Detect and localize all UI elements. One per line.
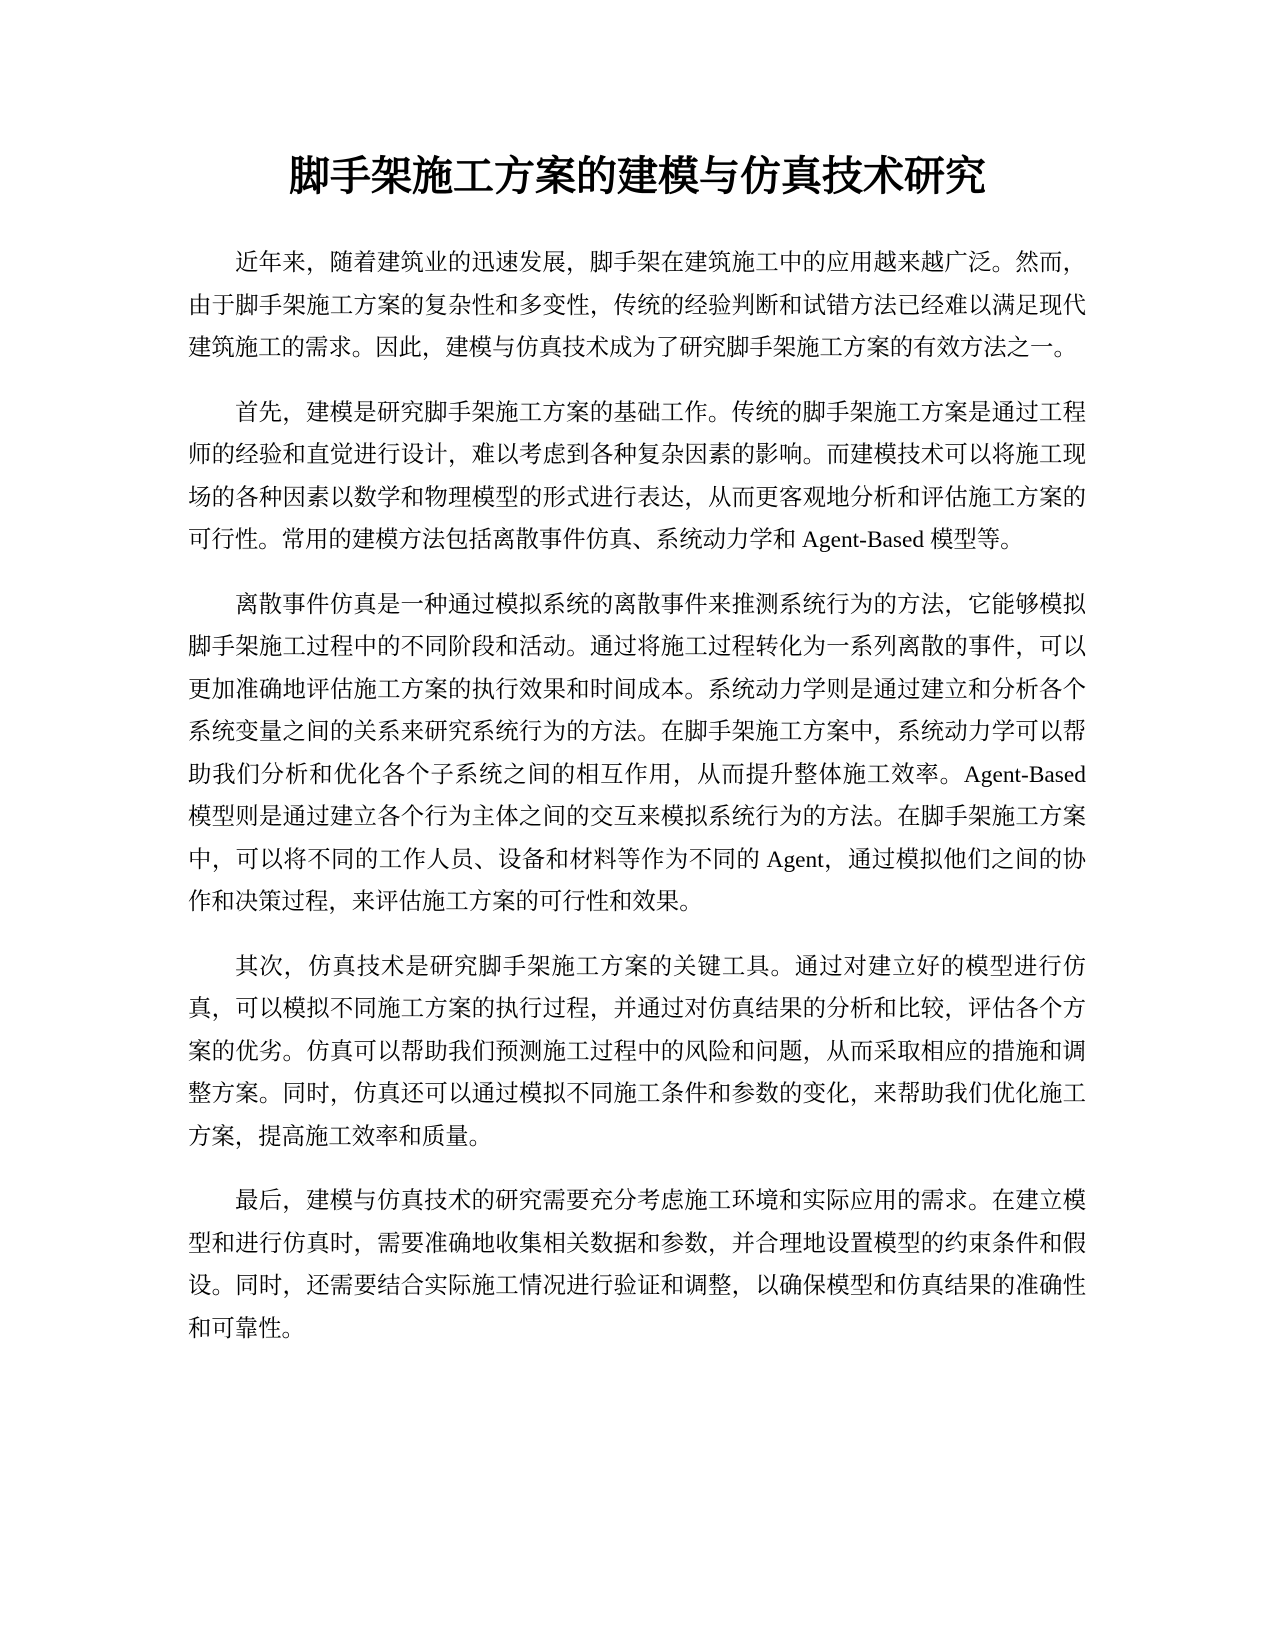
document-title: 脚手架施工方案的建模与仿真技术研究	[289, 152, 986, 200]
paragraph-5: 最后，建模与仿真技术的研究需要充分考虑施工环境和实际应用的需求。在建立模型和进行仿真时，需要准确地收集相关数据和参数，并合理地设置模型的约束条件和假设。同时，还需要结合实际施工情况进行验证和调整，以确保模型和仿真结果的准确性和可靠性。	[188, 1188, 1086, 1342]
paragraph-4: 其次，仿真技术是研究脚手架施工方案的关键工具。通过对建立好的模型进行仿真，可以模拟不同施工方案的执行过程，并通过对仿真结果的分析和比较，评估各个方案的优劣。仿真可以帮助我们预测施工过程中的风险和问题，从而采取相应的措施和调整方案。同时，仿真还可以通过模拟不同施工条件和参数的变化，来帮助我们优化施工方案，提高施工效率和质量。	[188, 953, 1086, 1150]
paragraph-2: 首先，建模是研究脚手架施工方案的基础工作。传统的脚手架施工方案是通过工程师的经验和直觉进行设计，难以考虑到各种复杂因素的影响。而建模技术可以将施工现场的各种因素以数学和物理模型的形式进行表达，从而更客观地分析和评估施工方案的可行性。常用的建模方法包括离散事件仿真、系统动力学和 Agent-Based 模型等。	[188, 399, 1086, 553]
paragraph-1: 近年来，随着建筑业的迅速发展，脚手架在建筑施工中的应用越来越广泛。然而，由于脚手架施工方案的复杂性和多变性，传统的经验判断和试错方法已经难以满足现代建筑施工的需求。因此，建模与仿真技术成为了研究脚手架施工方案的有效方法之一。	[188, 250, 1086, 361]
paragraph-3: 离散事件仿真是一种通过模拟系统的离散事件来推测系统行为的方法，它能够模拟脚手架施工过程中的不同阶段和活动。通过将施工过程转化为一系列离散的事件，可以更加准确地评估施工方案的执行效果和时间成本。系统动力学则是通过建立和分析各个系统变量之间的关系来研究系统行为的方法。在脚手架施工方案中，系统动力学可以帮助我们分析和优化各个子系统之间的相互作用，从而提升整体施工效率。Agent-Based 模型则是通过建立各个行为主体之间的交互来模拟系统行为的方法。在脚手架施工方案中，可以将不同的工作人员、设备和材料等作为不同的 Agent，通过模拟他们之间的协作和决策过程，来评估施工方案的可行性和效果。	[188, 591, 1086, 915]
document-body	[188, 242, 1086, 1372]
